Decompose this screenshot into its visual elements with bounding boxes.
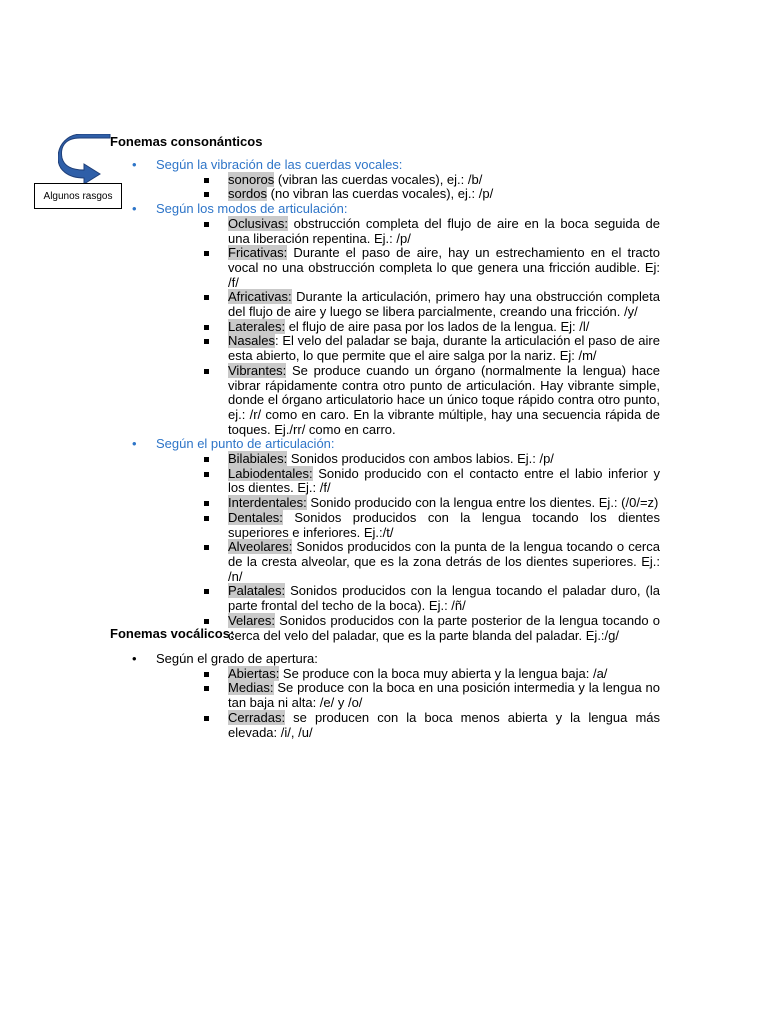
term: Palatales: (228, 583, 286, 599)
square-bullet-icon (204, 716, 209, 721)
square-bullet-icon (204, 369, 209, 374)
definition: Sonidos producidos con ambos labios. Ej.: /p/ (287, 451, 554, 467)
list-item (156, 540, 660, 584)
term: Medias: (228, 680, 274, 696)
square-bullet-icon (204, 251, 209, 256)
bullet-icon: • (132, 201, 137, 217)
term: Dentales: (228, 509, 283, 525)
sub-list (156, 452, 660, 643)
term: Fricativas: (228, 245, 288, 261)
vowels-list (130, 652, 660, 740)
square-bullet-icon (204, 672, 209, 677)
square-bullet-icon (204, 516, 209, 521)
square-bullet-icon (204, 339, 209, 344)
list-item (130, 158, 660, 202)
list-item (156, 320, 660, 335)
definition: Se produce con la boca muy abierta y la lengua baja: /a/ (279, 665, 608, 681)
list-item (156, 681, 660, 710)
definition: Sonidos producidos con la lengua tocando el paladar duro, (la parte frontal del techo de la boca). Ej.: /ñ/ (228, 583, 660, 614)
list-item (130, 202, 660, 437)
term: sordos (228, 186, 268, 202)
group-label: Según los modos de articulación: (156, 201, 348, 217)
term: Oclusivas: (228, 215, 288, 231)
term: Abiertas: (228, 665, 280, 681)
list-item (156, 334, 660, 363)
sub-list (156, 667, 660, 741)
list-item (130, 652, 660, 740)
definition: Sonido producido con el contacto entre el labio inferior y los dientes. Ej.: /f/ (228, 465, 660, 496)
square-bullet-icon (204, 589, 209, 594)
term: Interdentales: (228, 495, 307, 511)
definition: Durante el paso de aire, hay un estrechamiento en el tracto vocal no una obstrucción completa lo que genera una fricción audible. Ej: /f/ (228, 245, 660, 290)
definition: obstrucción completa del flujo de aire en la boca seguida de una liberación repentina. Ej.: /p/ (228, 215, 660, 246)
definition: Sonidos producidos con la lengua tocando los dientes superiores e inferiores. Ej.:/t/ (228, 509, 660, 540)
vowels-heading: Fonemas vocálicos: (110, 626, 235, 641)
list-item (156, 496, 660, 511)
definition: Sonidos producidos con la punta de la lengua tocando o cerca de la cresta alveolar, que es la zona detrás de los dientes superiores. Ej.: /n/ (228, 539, 660, 584)
square-bullet-icon (204, 457, 209, 462)
square-bullet-icon (204, 325, 209, 330)
definition: se producen con la boca menos abierta y la lengua más elevada: /i/, /u/ (228, 709, 660, 740)
list-item (156, 217, 660, 246)
list-item (156, 290, 660, 319)
square-bullet-icon (204, 619, 209, 624)
group-label: Según el grado de apertura: (156, 651, 318, 666)
list-item (156, 467, 660, 496)
sub-list (156, 217, 660, 438)
term: Laterales: (228, 318, 286, 334)
bullet-icon: • (132, 436, 137, 452)
curved-arrow-icon (58, 134, 114, 188)
group-label: Según la vibración de las cuerdas vocales: (156, 157, 403, 172)
bullet-icon: • (132, 157, 137, 172)
square-bullet-icon (204, 472, 209, 477)
definition: (no vibran las cuerdas vocales), ej.: /p/ (267, 186, 494, 202)
term: Labiodentales: (228, 465, 313, 481)
list-item (156, 584, 660, 613)
term: Cerradas: (228, 709, 286, 725)
definition: Se produce con la boca en una posición intermedia y la lengua no tan baja ni alta: /e/ y /o/ (228, 680, 660, 711)
square-bullet-icon (204, 545, 209, 550)
consonants-heading: Fonemas consonánticos (110, 134, 263, 149)
definition: el flujo de aire pasa por los lados de la lengua. Ej: /l/ (285, 318, 590, 334)
list-item (156, 187, 660, 202)
definition: Sonido producido con la lengua entre los dientes. Ej.: (/0/=z) (306, 495, 659, 511)
term: Bilabiales: (228, 451, 288, 467)
bullet-icon: • (132, 651, 137, 666)
term: Africativas: (228, 289, 292, 305)
term: Alveolares: (228, 539, 293, 555)
list-item (156, 364, 660, 438)
list-item (156, 452, 660, 467)
list-item (156, 173, 660, 188)
sub-list (156, 173, 660, 202)
definition: Sonidos producidos con la parte posterior de la lengua tocando o cerca del velo del paladar, que es la parte blanda del paladar. Ej.:/g/ (228, 612, 660, 643)
term: Nasales (228, 333, 275, 349)
square-bullet-icon (204, 178, 209, 183)
term: sonoros (228, 171, 275, 187)
definition: (vibran las cuerdas vocales), ej.: /b/ (274, 171, 483, 187)
square-bullet-icon (204, 222, 209, 227)
consonants-list (130, 158, 660, 643)
definition: : El velo del paladar se baja, durante la articulación el paso de aire esta abierto, lo que permite que el aire salga por la nariz. Ej: /m/ (228, 333, 660, 364)
list-item (156, 511, 660, 540)
square-bullet-icon (204, 501, 209, 506)
group-label: Según el punto de articulación: (156, 436, 335, 452)
definition: Se produce cuando un órgano (normalmente la lengua) hace vibrar rápidamente contra otro punto de articulación. Hay vibrante simple, donde el órgano articulatorio hace un único toque rápido contra otro punto, ej.: /r/ como en caro. En la vibrante múltiple, hay una secuencia rápida de toques. Ej./rr/ como en carro. (228, 362, 660, 437)
term: Vibrantes: (228, 362, 287, 378)
callout-label: Algunos rasgos (43, 191, 113, 202)
list-item (156, 246, 660, 290)
list-item (156, 667, 660, 682)
square-bullet-icon (204, 192, 209, 197)
list-item (156, 711, 660, 740)
term: Velares: (228, 612, 275, 628)
square-bullet-icon (204, 686, 209, 691)
callout-box (34, 183, 122, 209)
square-bullet-icon (204, 295, 209, 300)
list-item (130, 437, 660, 643)
definition: Durante la articulación, primero hay una obstrucción completa del flujo de aire y luego se libera parcialmente, creando una fricción. /y/ (228, 289, 660, 320)
